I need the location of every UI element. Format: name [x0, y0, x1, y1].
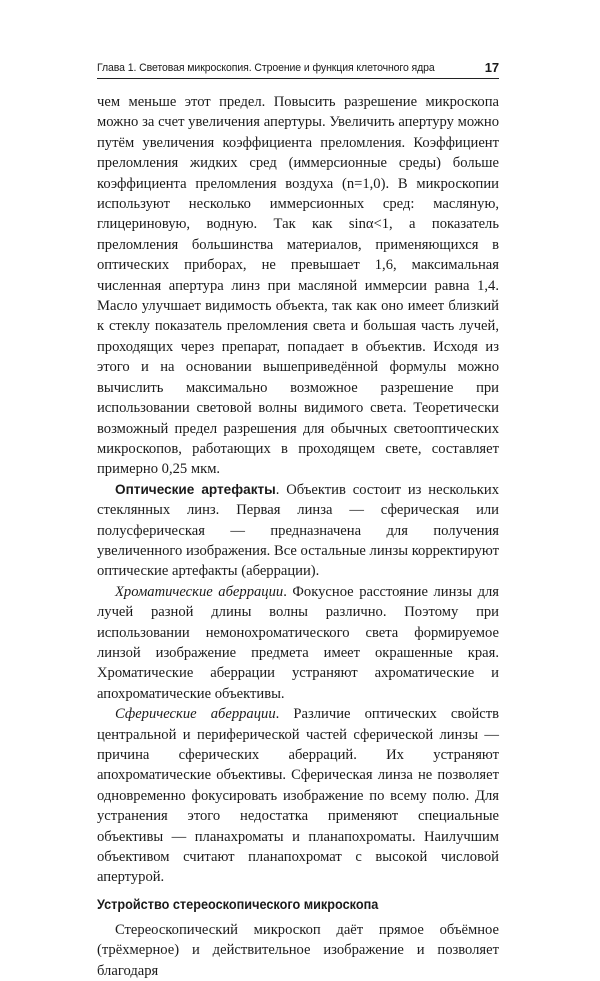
- paragraph-spherical-aberrations: [97, 704, 499, 888]
- body-text: [97, 92, 499, 981]
- run-in-heading-chromatic: Хроматические аберрации: [115, 583, 284, 600]
- running-title: Глава 1. Световая микроскопия. Строение и функция клеточного ядра: [97, 62, 435, 74]
- run-in-heading-optical-artifacts: Оптические артефакты: [115, 481, 276, 497]
- paragraph-text: . Различие оптических свойств центральной и периферической частей сферической линзы — причина сферических аберраций. Их устраняют апохроматические объективы. Сферическая линза не позволяет одновременно фокусировать изображение по всему полю. Для устранения этого недостатка применяют специальные объективы — планахроматы и планапохроматы. Наилучшим объективом считают планапохромат с высокой числовой апертурой.: [97, 706, 499, 886]
- paragraph-stereo-microscope: Стереоскопический микроскоп даёт прямое объёмное (трёхмерное) и действительное изображение и позволяет благодаря: [97, 921, 499, 979]
- page-number: 17: [484, 60, 499, 75]
- paragraph-text: . Объектив состоит из нескольких стеклянных линз. Первая линза — сферическая или полусферическая — предназначена для получения увеличенного изображения. Все остальные линзы корректируют оптические артефакты (аберрации).: [97, 481, 499, 580]
- paragraph-chromatic-aberrations: [97, 582, 499, 704]
- paragraph-optical-artifacts: [97, 480, 499, 582]
- paragraph-text: . Фокусное расстояние линзы для лучей разной длины волны различно. Поэтому при использовании немонохроматического света формируемое линзой изображение предмета имеет окрашенные края. Хроматические аберрации устраняют ахроматические и апохроматические объективы.: [97, 583, 499, 702]
- run-in-heading-spherical: Сферические аберрации: [115, 706, 276, 723]
- running-header: [97, 56, 499, 79]
- paragraph-continuation: чем меньше этот предел. Повысить разрешение микроскопа можно за счет увеличения апертуры. Увеличить апертуру можно путём увеличения коэффициента преломления. Коэффициент преломления жидких сред (иммерсионные среды) больше коэффициента преломления воздуха (n=1,0). В микроскопии используют несколько иммерсионных сред: масляную, глицериновую, водную. Так как sinα<1, а показатель преломления большинства материалов, применяющихся в оптических приборах, не превышает 1,6, максимальная численная апертура линз при масляной иммерсии равна 1,4. Масло улучшает видимость объекта, так как оно имеет близкий к стеклу показатель преломления света и большая часть лучей, проходящих через препарат, попадает в объектив. Исходя из этого и на основании вышеприведённой формулы можно вычислить максимально возможное разрешение при использовании световой волны видимого света. Теоретически возможный предел разрешения для обычных светооптических микроскопов, работающих в проходящем свете, составляет примерно 0,25 мкм.: [97, 94, 499, 478]
- section-heading: Устройство стереоскопического микроскопа: [97, 896, 379, 912]
